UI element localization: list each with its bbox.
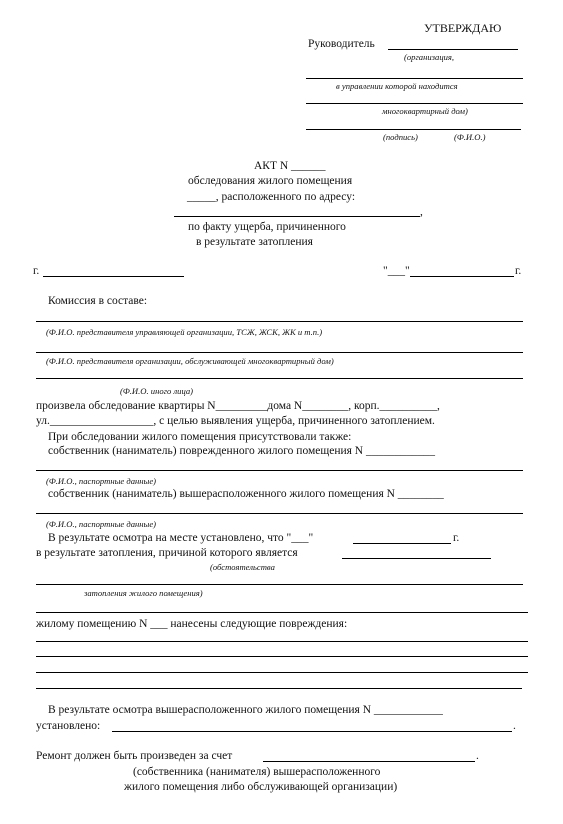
caption-service-rep: (Ф.И.О. представителя организации, обслуживающей многоквартирный дом) — [46, 356, 334, 366]
act-damage-line: по факту ущерба, причиненного — [188, 221, 346, 233]
date-year: г. — [515, 265, 522, 277]
caption-passport-1: (Ф.И.О., паспортные данные) — [46, 476, 157, 486]
repair-caption-1: (собственника (нанимателя) вышерасположенного — [133, 766, 381, 778]
repair-field[interactable] — [263, 761, 475, 762]
conclusion-field[interactable] — [112, 731, 512, 732]
findings-cause: в результате затопления, причиной которого является — [36, 547, 298, 559]
caption-passport-2: (Ф.И.О., паспортные данные) — [46, 519, 157, 529]
act-subtitle: обследования жилого помещения — [188, 175, 353, 187]
head-org-field[interactable] — [388, 49, 518, 50]
inspection-present: При обследовании жилого помещения присутствовали также: — [48, 431, 352, 443]
approval-caption-org: (организация, — [404, 52, 455, 62]
date-day: "___" — [383, 265, 410, 277]
caption-signature: (подпись) — [383, 132, 418, 142]
findings-year: г. — [453, 532, 460, 544]
inspection-street: ул.__________________, с целью выявления ущерба, причиненного затоплением. — [36, 415, 435, 427]
caption-name: (Ф.И.О.) — [454, 132, 486, 142]
damage-heading: жилому помещению N ___ нанесены следующие повреждения: — [36, 618, 348, 630]
commission-field-3[interactable] — [36, 378, 523, 379]
cause-field-2[interactable] — [36, 584, 523, 585]
owner-above: собственник (наниматель) вышерасположенного жилого помещения N ________ — [48, 488, 444, 500]
caption-other-person: (Ф.И.О. иного лица) — [120, 386, 194, 396]
org-field-line[interactable] — [306, 78, 523, 79]
act-address-label: _____, расположенного по адресу: — [187, 191, 356, 203]
cause-field[interactable] — [342, 558, 491, 559]
owner-above-field[interactable] — [36, 513, 523, 514]
caption-flood: затопления жилого помещения) — [84, 588, 203, 598]
findings-line-1: В результате осмотра на месте установлено, что "___" — [48, 532, 314, 544]
repair-label: Ремонт должен быть произведен за счет — [36, 750, 233, 762]
org-field-line-2[interactable] — [306, 103, 523, 104]
date-field[interactable] — [410, 276, 514, 277]
damage-field-2[interactable] — [36, 656, 528, 657]
owner-damaged: собственник (наниматель) поврежденного жилого помещения N ____________ — [48, 445, 435, 457]
damage-field-1[interactable] — [36, 641, 528, 642]
approval-caption-house: многоквартирный дом) — [382, 106, 468, 116]
head-label: Руководитель — [308, 38, 375, 50]
approval-heading: УТВЕРЖДАЮ — [424, 21, 502, 35]
act-flood-line: в результате затопления — [196, 236, 313, 248]
caption-circumstances: (обстоятельства — [210, 562, 275, 572]
inspection-apartment: произвела обследование квартиры N_________дома N________, корп.__________, — [36, 400, 440, 412]
conclusion-line-1: В результате осмотра вышерасположенного жилого помещения N ____________ — [48, 704, 443, 716]
city-field[interactable] — [43, 276, 184, 277]
city-label: г. — [33, 265, 40, 277]
repair-caption-2: жилого помещения либо обслуживающей организации) — [124, 781, 398, 793]
findings-date-field[interactable] — [353, 543, 451, 544]
conclusion-end: . — [513, 720, 516, 732]
damage-field-4[interactable] — [36, 688, 522, 689]
caption-mgmt-rep: (Ф.И.О. представителя управляющей организации, ТСЖ, ЖСК, ЖК и т.п.) — [46, 327, 323, 337]
cause-field-3[interactable] — [36, 612, 528, 613]
owner-damaged-field[interactable] — [36, 470, 523, 471]
commission-label: Комиссия в составе: — [48, 295, 148, 307]
commission-field-2[interactable] — [36, 352, 523, 353]
conclusion-established: установлено: — [36, 720, 101, 732]
address-field[interactable] — [174, 216, 420, 217]
address-comma: , — [420, 206, 423, 218]
commission-field-1[interactable] — [36, 321, 523, 322]
signature-field[interactable] — [306, 129, 521, 130]
damage-field-3[interactable] — [36, 672, 528, 673]
repair-end: . — [476, 750, 479, 762]
act-title: АКТ N ______ — [254, 160, 326, 172]
approval-caption-mgmt: в управлении которой находится — [336, 81, 458, 91]
